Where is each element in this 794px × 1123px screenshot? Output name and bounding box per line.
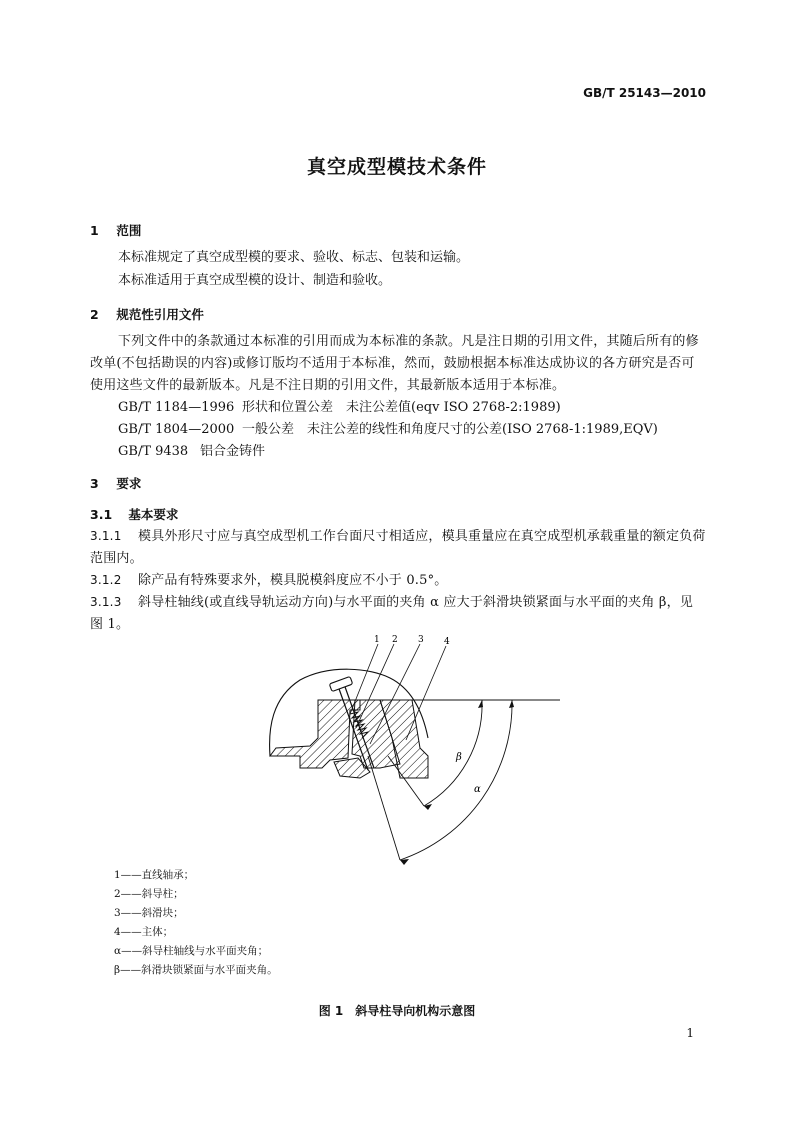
clause-3-1-3-number: 3.1.3 — [90, 595, 122, 609]
section-1-paragraph-2: 本标准适用于真空成型模的设计、制造和验收。 — [118, 273, 392, 288]
legend-item: 1——直线轴承； — [114, 869, 195, 881]
alpha-arrow-bottom — [400, 859, 409, 865]
page-title: 真空成型模技术条件 — [306, 156, 487, 178]
reference-code: GB/T 9438 — [118, 444, 189, 459]
clause-3-1-1 — [90, 525, 706, 570]
legend-item: 2——斜导柱； — [114, 888, 184, 900]
reference-code: GB/T 1184—1996 — [118, 400, 235, 415]
clause-3-1-3-text: 斜导柱轴线(或直线导轨运动方向)与水平面的夹角 α 应大于斜滑块锁紧面与水平面的夹角 β，见图 1。 — [90, 595, 694, 632]
callout-number: 3 — [418, 635, 424, 645]
section-3-number: 3 — [90, 476, 99, 491]
reference-item — [118, 441, 265, 463]
section-2-title: 规范性引用文件 — [116, 307, 204, 322]
section-1-number: 1 — [90, 223, 99, 238]
clause-3-1-2-number: 3.1.2 — [90, 573, 122, 587]
reference-item — [118, 397, 561, 419]
reference-item — [118, 419, 658, 441]
section-1-heading — [90, 221, 141, 239]
clause-3-1-1-text: 模具外形尺寸应与真空成型机工作台面尺寸相适应，模具重量应在真空成型机承载重量的额定负荷范围内。 — [90, 529, 706, 566]
clause-3-1-title: 基本要求 — [128, 507, 179, 522]
section-2-intro: 下列文件中的条款通过本标准的引用而成为本标准的条款。凡是注日期的引用文件，其随后所有的修改单(不包括勘误的内容)或修订版均不适用于本标准，然而，鼓励根据本标准达成协议的各方研究是否可使用这些文件的最新版本。凡是不注日期的引用文件，其最新版本适用于本标准。 — [90, 334, 699, 393]
section-3-title: 要求 — [116, 476, 142, 491]
alpha-label: α — [474, 784, 481, 795]
alpha-arc — [400, 700, 512, 860]
clause-3-1-2-text: 除产品有特殊要求外，模具脱模斜度应不小于 0.5°。 — [138, 573, 448, 588]
legend-item: β——斜滑块锁紧面与水平面夹角。 — [114, 964, 278, 976]
clause-3-1-1-number: 3.1.1 — [90, 529, 122, 543]
reference-title: 一般公差 未注公差的线性和角度尺寸的公差(ISO 2768-1:1989,EQV) — [242, 422, 658, 437]
reference-code: GB/T 1804—2000 — [118, 422, 235, 437]
beta-label: β — [456, 752, 462, 763]
page-number: 1 — [686, 1026, 694, 1040]
alpha-arrow-top — [509, 700, 514, 708]
section-2-heading — [90, 305, 204, 323]
legend-item: 4——主体； — [114, 926, 174, 938]
standard-number: GB/T 25143—2010 — [583, 86, 706, 100]
reference-title: 铝合金铸件 — [200, 444, 266, 459]
figure-1-drawing — [260, 628, 560, 868]
figure-caption: 图 1 斜导柱导向机构示意图 — [318, 1004, 476, 1018]
section-1-title: 范围 — [116, 223, 142, 238]
pillar-axis-line — [368, 756, 400, 860]
callout-number: 4 — [444, 637, 450, 647]
legend-item: 3——斜滑块； — [114, 907, 184, 919]
section-2-number: 2 — [90, 307, 99, 322]
reference-title: 形状和位置公差 未注公差值(eqv ISO 2768-2:1989) — [242, 400, 561, 415]
section-1-paragraph-1: 本标准规定了真空成型模的要求、验收、标志、包装和运输。 — [118, 250, 470, 265]
legend-item: α——斜导柱轴线与水平面夹角； — [114, 945, 269, 957]
section-3-heading — [90, 474, 141, 492]
callout-number: 2 — [392, 635, 398, 645]
clause-3-1-heading — [90, 505, 178, 523]
clause-3-1-2 — [90, 569, 706, 592]
clause-3-1-number: 3.1 — [90, 507, 113, 522]
callout-number: 1 — [374, 635, 380, 645]
